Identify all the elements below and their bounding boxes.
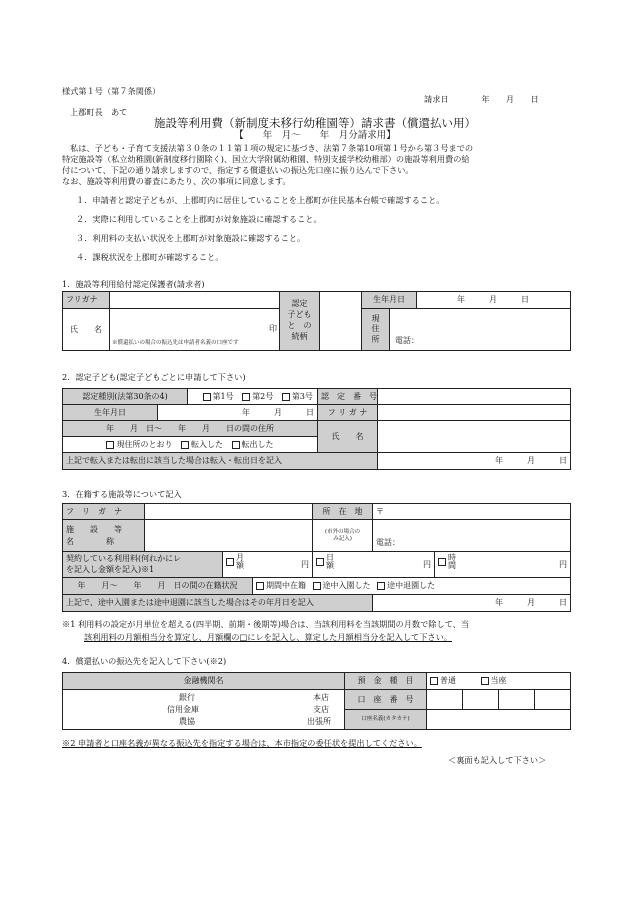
child-name-input[interactable] (378, 421, 571, 453)
account-holder-input[interactable] (427, 710, 571, 730)
back-side-note: ＜裏面も記入して下さい＞ (448, 755, 547, 765)
section-1-heading: 1．施設等利用給付認定保護者(請求者) (62, 279, 205, 289)
note-2: ※2 申請者と口座名義が異なる振込先を指定する場合は、本市指定の委任状を提出してください。 (62, 738, 422, 748)
seal-mark: 印 (269, 324, 277, 334)
account-number-label: 口 座 番 号 (345, 690, 427, 710)
furigana-label: フリガナ (63, 292, 110, 309)
note-1-line-1: ※1 利用料の設定が月単位を超える(四半期、前期・後期等)場合は、当該利用料を当該期間の月数で除して、当 (62, 619, 470, 629)
note-1-line-2: 該利用料の月額相当分を算定し、月額欄の□にレを記入し、算定した月額相当分を記入して下さい。 (84, 632, 452, 642)
cert-type-row[interactable]: 認定種別(法第30条の4) 第1号 第2号 第3号 (63, 389, 318, 405)
birth-row[interactable]: 生年月日 年 月 日 (362, 292, 571, 309)
consent-1: １．申請者と認定子どもが、上郡町内に居住していることを上郡町が住民基本台帳で確認すること。 (76, 195, 445, 205)
enrollment-date-input[interactable]: 年 月 日 (373, 595, 571, 612)
address-label: 現 住 所 (362, 309, 390, 351)
child-furigana-input[interactable] (378, 405, 571, 421)
transfer-note: ※償還払いの場合の振込先は申請者名義の口座です (112, 340, 239, 347)
enrollment-note: 上記で、途中入園または途中退園に該当した場合はその年月日を記入 (63, 595, 373, 612)
relation-label: 認定 子ども と の 続柄 (280, 292, 320, 351)
section-4-heading: 4．償還払いの振込先を記入して下さい(※2) (62, 656, 227, 666)
bank-name-label: 金融機関名 (63, 673, 345, 690)
applicant-furigana-input[interactable] (110, 292, 280, 309)
facility-name-label: 施 設 等 名 称 (63, 520, 145, 552)
request-date[interactable]: 請求日 年 月 日 (424, 94, 539, 104)
postal-input[interactable]: 〒 (373, 504, 571, 520)
intro-line-1: 私は、子ども・子育て支援法第３０条の１１第１項の規定に基づき、法第７条第10項第１号から第３号までの (70, 143, 474, 153)
bank-table (62, 672, 571, 730)
child-birth-label: 生年月日 (63, 405, 158, 421)
cert-number-label: 認 定 番 号 (318, 389, 378, 405)
section-2-heading: 2．認定子ども(認定子どもごとに申請して下さい) (62, 372, 246, 382)
enrollment-period-label: 年 月～ 年 月 日の間の在籍状況 (63, 578, 253, 595)
applicant-name-input[interactable] (110, 309, 280, 351)
account-holder-label: 口座名義(カタカナ) (345, 710, 427, 730)
consent-4: ４．課税状況を上郡町が確認すること。 (76, 252, 224, 262)
move-note: 上記で転入または転出に該当した場合は転入・転出日を記入 (63, 453, 378, 470)
child-name-label: 氏 名 (318, 421, 378, 453)
account-digit-1[interactable] (427, 690, 463, 710)
applicant-address-input[interactable] (390, 309, 571, 351)
deposit-type-label: 預 金 種 目 (345, 673, 427, 690)
tel-label: 電話： (395, 336, 419, 345)
account-digit-2[interactable] (463, 690, 499, 710)
addressee: 上郡町長 あて (70, 107, 128, 117)
address-status-options[interactable]: 現住所のとおり 転入した 転出した (63, 437, 318, 453)
move-date-input[interactable]: 年 月 日 (378, 453, 571, 470)
facility-furigana-input[interactable] (145, 504, 313, 520)
fee-daily-input[interactable]: 日 額 円 (313, 552, 435, 578)
fee-hourly-input[interactable]: 時 間 円 (435, 552, 571, 578)
account-digit-3[interactable] (499, 690, 535, 710)
enrollment-status-options[interactable]: 期間中在籍 途中入園した 途中退園した (253, 578, 571, 595)
consent-2: ２．実際に利用していることを上郡町が対象施設に確認すること。 (76, 214, 322, 224)
facility-tel-label: 電話： (376, 538, 401, 547)
facility-table (62, 503, 571, 612)
child-table (62, 388, 571, 470)
intro-line-4: なお、施設等利用費の審査にあたり、次の事項に同意します。 (62, 176, 291, 186)
address-period-label: 年 月 日～ 年 月 日の間の住所 (63, 421, 318, 437)
account-type-options[interactable]: 普通 当座 (427, 673, 571, 690)
relation-input[interactable] (320, 292, 362, 351)
account-digit-4[interactable] (535, 690, 571, 710)
intro-line-3: 付について、下記の通り請求しますので、指定する償還払いの振込先口座に振り込んで下さい。 (62, 165, 414, 175)
child-birth-input[interactable]: 年 月 日 (158, 405, 318, 421)
cert-number-input[interactable] (378, 389, 571, 405)
intro-line-2: 特定施設等（私立幼稚園(新制度移行園除く)、国立大学附属幼稚園、特別支援学校幼稚部）の施設等利用費の給 (62, 154, 470, 164)
location-label: 所 在 地 (313, 504, 373, 520)
facility-name-input[interactable] (145, 520, 313, 552)
fee-monthly-input[interactable]: 月 額 円 (223, 552, 313, 578)
fee-label: 契約している利用料(何れかにレ を記入し金額を記入)※1 (63, 552, 223, 578)
applicant-table (62, 291, 571, 351)
consent-3: ３．利用料の支払い状況を上郡町が対象施設に確認すること。 (76, 233, 306, 243)
section-3-heading: 3．在籍する施設等について記入 (62, 489, 182, 499)
facility-furigana-label: フ リ ガ ナ (63, 504, 145, 520)
child-furigana-label: フ リ ガ ナ (318, 405, 378, 421)
facility-address-input[interactable] (373, 520, 571, 552)
bank-name-input[interactable]: 銀行 本店 信用金庫 支店 農協 出張所 (63, 690, 345, 730)
form-number: 様式第１号（第７条関係） (62, 86, 161, 96)
name-label: 氏 名 (63, 309, 110, 351)
outside-city-note: (市外の場合の み記入) (313, 520, 373, 552)
page-title: 施設等利用費（新制度未移行幼稚園等）請求書（償還払い用） (154, 116, 476, 130)
period-line[interactable]: 【 年 月～ 年 月分請求用】 (234, 130, 396, 141)
